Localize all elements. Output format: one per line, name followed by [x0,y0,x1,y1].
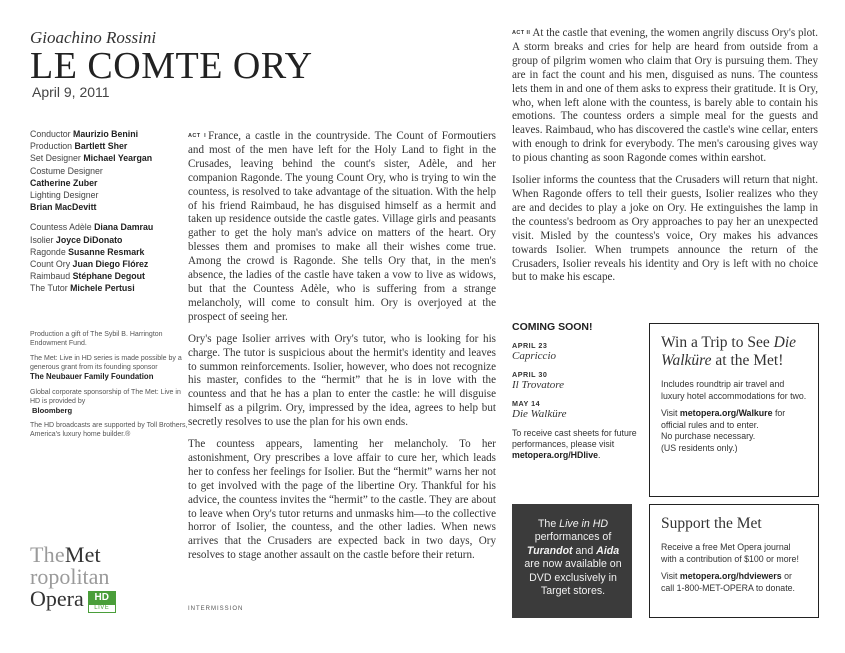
synopsis-paragraph: ACT II At the castle that evening, the women angrily discuss Ory's plot. A storm breaks and cries for help are heard from outside from a group of pilgrim women who claim that Ory is pursuing them. They are in fact the count and his men, disguised as nuns. The countess lets them in and one of them asks to express their gratitude. It is Ory, who, when left alone with the countess, is barely able to contain his emotions. The countess orders a simple meal for the guests and leaves. Raimbaud, who has discovered the castle's wine cellar, enters with enough to drink for everybody. The men's carousing gives way to pious chanting as soon Ragonde comes within earshot. [512,27,818,165]
dvd-promo: The Live in HD performances of Turandot and Aida are now available on DVD exclusively in Target stores. [512,504,632,618]
credit-row: Conductor Maurizio Benini [30,129,139,139]
synopsis-paragraph: Ory's page Isolier arrives with Ory's tutor, who is looking for his charge. The tutor is suspicious about the hermit's identity and leaves to summon reinforcements. Isolier, however, who does not recognize his master, confides to the “hermit” that he is in love with the countess and that he has a plan to enter the castle: he will disguise himself as a pilgrim. Ory, impressed by the idea, agrees to help but secretly resolves to use the plan for his own ends. [188,332,496,429]
hd-live-badge: HD LIVE [88,591,116,613]
cast-row: Countess Adèle Diana Damrau [30,222,154,233]
credit-row: Costume Designer Catherine Zuber [30,165,103,188]
bloomberg-logo: Bloomberg [32,406,73,415]
credit-row: Set Designer Michael Yeargan [30,153,153,164]
broadcast-note: The HD broadcasts are supported by Toll Brothers, America's luxury home builder.® [30,422,188,438]
cast-row: Isolier Joyce DiDonato [30,234,123,245]
global-sponsor-note: Global corporate sponsorship of The Met: Live in HD is provided by Bloomberg [30,388,190,415]
credit-row: Production Bartlett Sher [30,141,128,152]
synopsis-act1 [188,130,496,571]
met-opera-logo: TheMet ropolitan Opera HD LIVE [30,544,160,613]
performance-date: April 9, 2011 [32,84,110,100]
synopsis-act2 [512,27,818,293]
cast-sheet-note: To receive cast sheets for future performances, please visit metopera.org/HDlive. [512,428,637,460]
composer-name: Gioachino Rossini [30,28,157,47]
synopsis-paragraph: ACT I France, a castle in the countryside. The Count of Formoutiers and most of the men have left for the Holy Land to fight in the Crusades, leaving behind the count's sister, Adèle, and her companion Ragonde. The young Count Ory, who is trying to win the countess, is resolved to take advantage of the situation. With the help of his friend Raimbaud, he has disguised himself as a hermit and taken up residence outside the castle gates. Village girls and peasants gather to get the holy man's advice on matters of the heart. Ory blesses them and promises to make all their wishes come true. Among the crowd is Ragonde. She tells Ory that, in the men's absence, the ladies of the castle have taken a vow to live as widows, but that the Countess Adèle, who is suffering from a strange melancholy, will come to consult him. Ory is overjoyed at the prospect of seeing her. [188,130,496,323]
support-met-box: Support the Met Receive a free Met Opera journal with a contribution of $100 or more! Visit metopera.org/hdviewers or call 1-800-MET-OPERA to donate. [649,504,819,618]
hdlive-link[interactable]: metopera.org/HDlive [512,450,599,460]
upcoming-item: APRIL 30 Il Trovatore [512,370,565,391]
gift-note: Production a gift of The Sybil B. Harrington Endowment Fund. [30,331,163,347]
upcoming-item: APRIL 23 Capriccio [512,341,556,362]
credit-row: Lighting Designer Brian MacDevitt [30,190,99,213]
hdviewers-link[interactable]: metopera.org/hdviewers [679,571,782,582]
sponsor-notes [30,330,190,445]
synopsis-paragraph: Isolier informs the countess that the Crusaders will return that night. When Ragonde offers to tell their guests, Isolier realizes who they are and decides to play a joke on Ory. He extinguishes the lamp in the countess's bedroom as Ory approaches to pay her an unexpected visit. Misled by the countess's voice, Ory makes his advances towards Isolier. When trumpets announce the return of the Crusaders, Isolier reveals his identity and Ory is left with no choice but to make his escape. [512,174,818,284]
win-trip-box: Win a Trip to See Die Walküre at the Met! Includes roundtrip air travel and luxury hotel accommodations for two. Visit metopera.org/Walkure for official rules and to enter. No purchase necessary. (US residents only.) [649,323,819,497]
support-heading: Support the Met [661,515,762,532]
upcoming-item: MAY 14 Die Walküre [512,399,567,420]
coming-soon [512,321,637,461]
opera-title: LE COMTE ORY [30,45,313,87]
win-trip-heading: Win a Trip to See Die Walküre at the Met! [661,334,797,369]
cast-row: Ragonde Susanne Resmark [30,246,145,257]
cast-row: Count Ory Juan Diego Flórez [30,259,149,270]
cast-row: Raimbaud Stéphane Degout [30,271,145,282]
synopsis-paragraph: The countess appears, lamenting her melancholy. To her astonishment, Ory prescribes a love affair to cure her, which leads her to confess her feelings for Isolier. But the “hermit” warns her not to get involved with the page of the libertine Ory. Thankful for his advice, the countess invites the “hermit” to the castle. They are about to leave when Ory's tutor returns and unmasks him—to the collective horror of Isolier, the countess, and the other ladies. When news arrives that the Crusaders are expected back in two days, Ory resolves to stage another assault on the castle before their return. [188,438,496,562]
cast-row: The Tutor Michele Pertusi [30,283,135,294]
coming-soon-heading: COMING SOON! [512,321,593,333]
walkure-link[interactable]: metopera.org/Walkure [679,408,773,419]
sponsor-note: The Met: Live in HD series is made possible by a generous grant from its founding sponsor The Neubauer Family Foundation [30,355,182,381]
intermission-label: INTERMISSION [188,606,244,612]
credits-list [30,128,188,295]
